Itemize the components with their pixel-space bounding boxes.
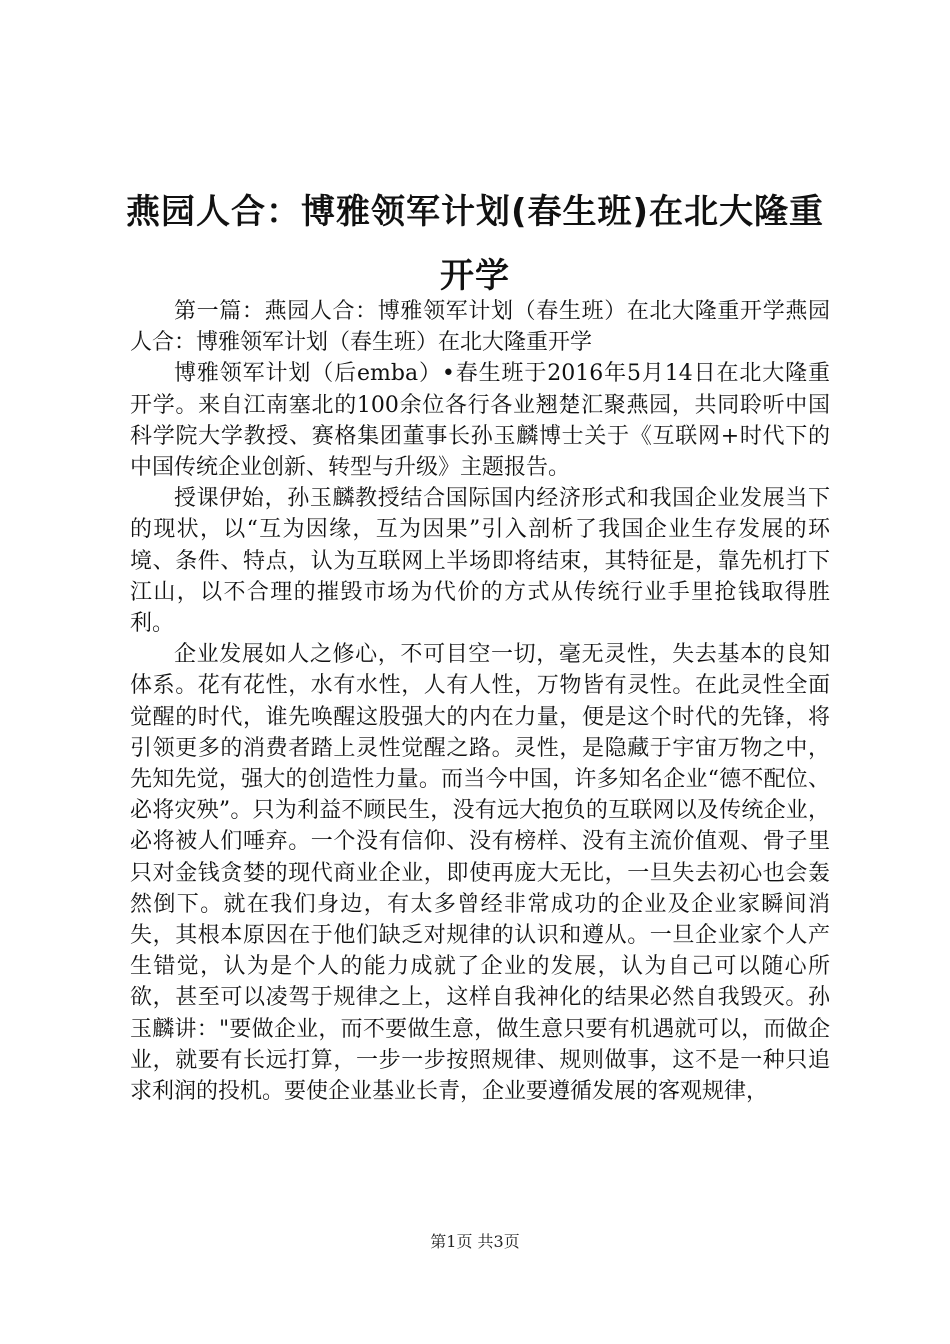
paragraph-opening: 博雅领军计划（后emba）•春生班于2016年5月14日在北大隆重开学。来自江南塞北的100余位各行各业翘楚汇聚燕园，共同聆听中国科学院大学教授、赛格集团董事长孙玉麟博士关于《互联网+时代下的中国传统企业创新、转型与升级》主题报告。 (130, 361, 830, 481)
paragraph-enterprise-development: 企业发展如人之修心，不可目空一切，毫无灵性，失去基本的良知体系。花有花性，水有水性，人有人性，万物皆有灵性。在此灵性全面觉醒的时代，谁先唤醒这股强大的内在力量，便是这个时代的先锋，将引领更多的消费者踏上灵性觉醒之路。灵性，是隐藏于宇宙万物之中，先知先觉，强大的创造性力量。而当今中国，许多知名企业“德不配位、必将灾殃”。只为利益不顾民生，没有远大抱负的互联网以及传统企业，必将被人们唾弃。一个没有信仰、没有榜样、没有主流价值观、骨子里只对金钱贪婪的现代商业企业，即使再庞大无比，一旦失去初心也会轰然倒下。就在我们身边，有太多曾经非常成功的企业及企业家瞬间消失，其根本原因在于他们缺乏对规律的认识和遵从。一旦企业家个人产生错觉，认为是个人的能力成就了企业的发展，认为自己可以随心所欲，甚至可以凌驾于规律之上，这样自我神化的结果必然自我毁灭。孙玉麟讲："要做企业，而不要做生意，做生意只要有机遇就可以，而做企业，就要有长远打算，一步一步按照规律、规则做事，这不是一种只追求利润的投机。要使企业基业长青，企业要遵循发展的客观规律， (130, 642, 830, 1105)
paragraph-intro: 第一篇：燕园人合：博雅领军计划（春生班）在北大隆重开学燕园人合：博雅领军计划（春生班）在北大隆重开学 (130, 299, 830, 356)
paragraph-lecture-start: 授课伊始，孙玉麟教授结合国际国内经济形式和我国企业发展当下的现状，以“互为因缘，互为因果”引入剖析了我国企业生存发展的环境、条件、特点，认为互联网上半场即将结束，其特征是，靠先机打下江山，以不合理的摧毁市场为代价的方式从传统行业手里抢钱取得胜利。 (130, 486, 830, 637)
document-title: 燕园人合：博雅领军计划(春生班)在北大隆重开学 (125, 192, 825, 296)
page-footer: 第1页 共3页 (430, 1232, 520, 1251)
document-body (130, 296, 830, 1107)
